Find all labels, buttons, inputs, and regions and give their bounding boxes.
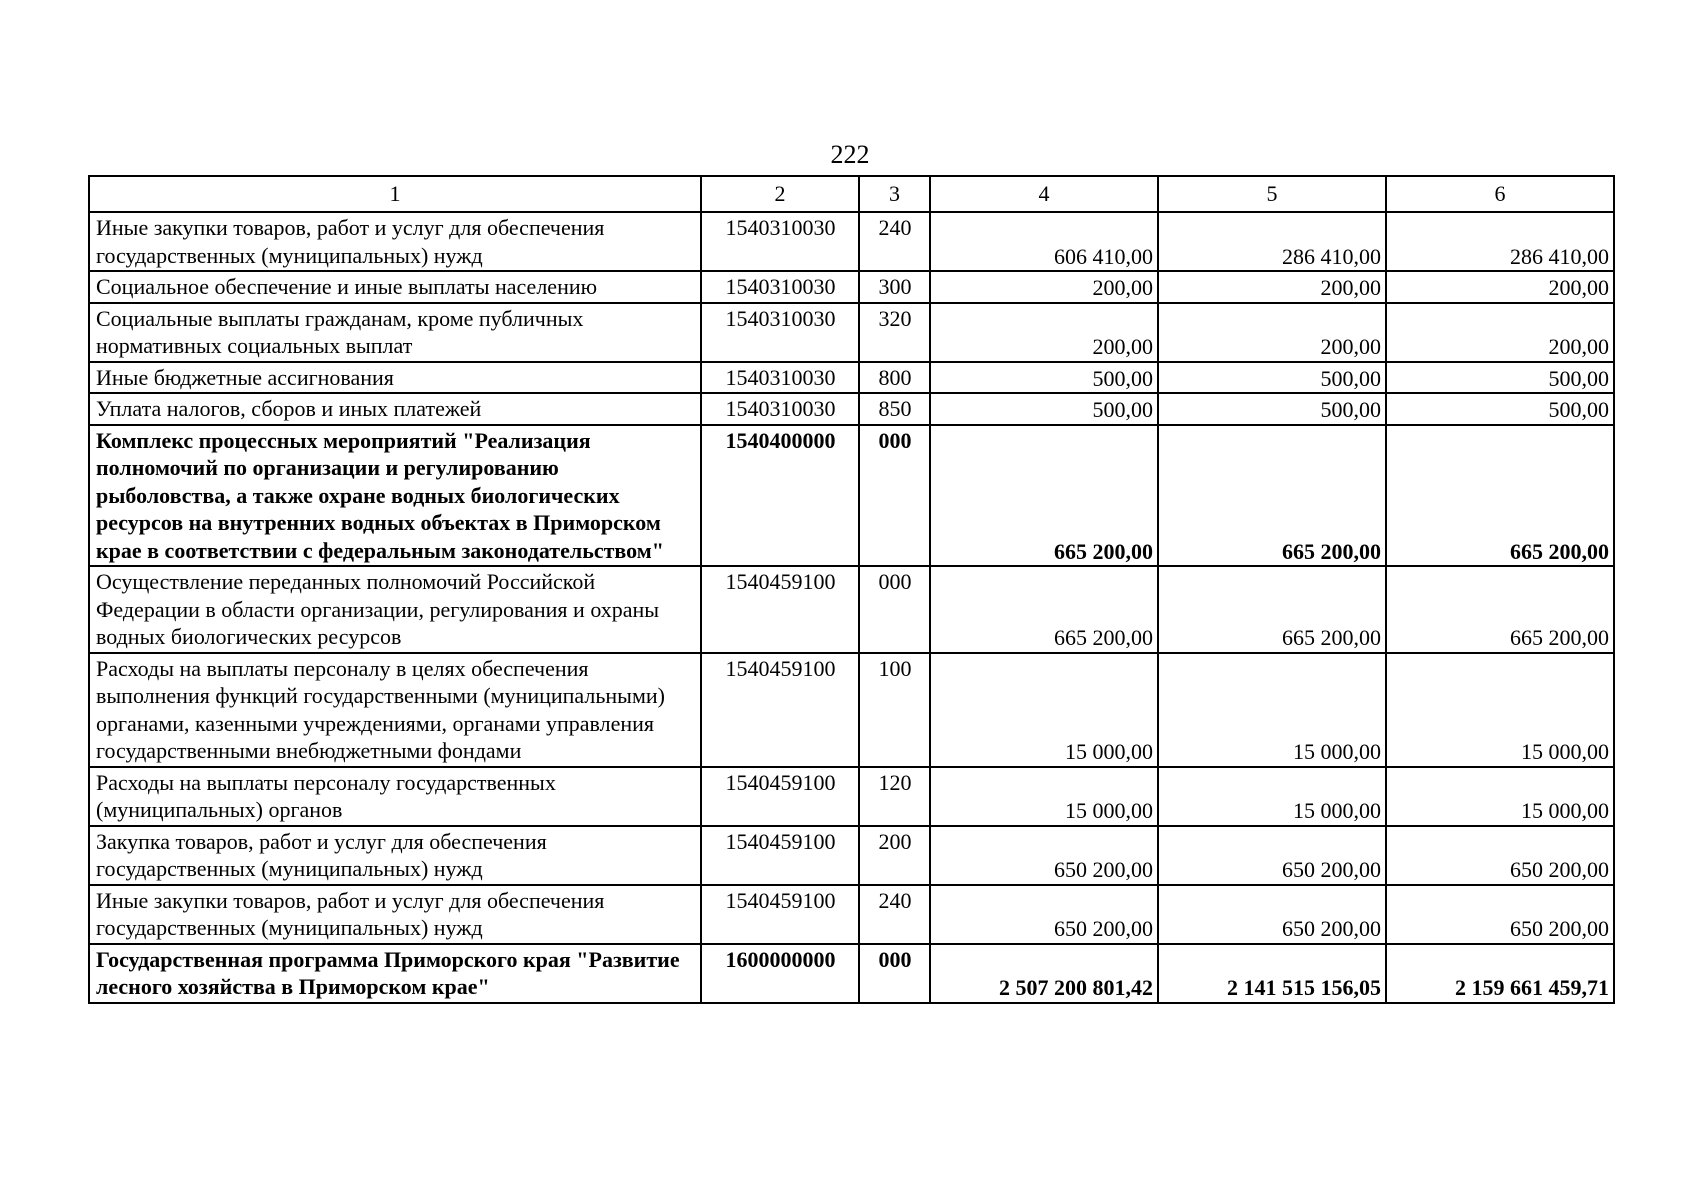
cell-expense-type: 000 bbox=[859, 425, 930, 567]
cell-amount-col6: 15 000,00 bbox=[1386, 767, 1614, 826]
cell-amount-col4: 650 200,00 bbox=[930, 826, 1158, 885]
cell-target-code: 1540310030 bbox=[701, 362, 859, 394]
cell-amount-col4: 15 000,00 bbox=[930, 767, 1158, 826]
cell-amount-col6: 650 200,00 bbox=[1386, 826, 1614, 885]
cell-target-code: 1540310030 bbox=[701, 212, 859, 271]
cell-amount-col5: 650 200,00 bbox=[1158, 826, 1386, 885]
cell-amount-col6: 2 159 661 459,71 bbox=[1386, 944, 1614, 1003]
cell-expense-type: 320 bbox=[859, 303, 930, 362]
cell-expense-type: 240 bbox=[859, 212, 930, 271]
cell-amount-col4: 665 200,00 bbox=[930, 566, 1158, 653]
cell-expense-type: 240 bbox=[859, 885, 930, 944]
cell-description: Иные бюджетные ассигнования bbox=[89, 362, 701, 394]
page-number: 222 bbox=[830, 140, 870, 169]
cell-amount-col6: 650 200,00 bbox=[1386, 885, 1614, 944]
budget-table-body bbox=[89, 176, 1614, 1003]
cell-amount-col5: 2 141 515 156,05 bbox=[1158, 944, 1386, 1003]
table-row bbox=[89, 303, 1614, 362]
cell-description: Расходы на выплаты персоналу в целях обеспечения выполнения функций государственными (муниципальными) органами, казенными учреждениями, органами управления государственными внебюджетными фондами bbox=[89, 653, 701, 767]
table-row bbox=[89, 566, 1614, 653]
cell-description: Уплата налогов, сборов и иных платежей bbox=[89, 393, 701, 425]
cell-amount-col5: 200,00 bbox=[1158, 271, 1386, 303]
cell-target-code: 1540400000 bbox=[701, 425, 859, 567]
cell-description: Закупка товаров, работ и услуг для обеспечения государственных (муниципальных) нужд bbox=[89, 826, 701, 885]
cell-amount-col5: 286 410,00 bbox=[1158, 212, 1386, 271]
column-header-4: 4 bbox=[930, 176, 1158, 212]
cell-expense-type: 100 bbox=[859, 653, 930, 767]
cell-description: Государственная программа Приморского края "Развитие лесного хозяйства в Приморском крае" bbox=[89, 944, 701, 1003]
cell-description: Осуществление переданных полномочий Российской Федерации в области организации, регулирования и охраны водных биологических ресурсов bbox=[89, 566, 701, 653]
cell-expense-type: 120 bbox=[859, 767, 930, 826]
table-row bbox=[89, 885, 1614, 944]
table-row bbox=[89, 212, 1614, 271]
cell-expense-type: 200 bbox=[859, 826, 930, 885]
table-row bbox=[89, 393, 1614, 425]
cell-amount-col4: 650 200,00 bbox=[930, 885, 1158, 944]
cell-amount-col4: 500,00 bbox=[930, 362, 1158, 394]
cell-description: Комплекс процессных мероприятий "Реализация полномочий по организации и регулированию рыболовства, а также охране водных биологических ресурсов на внутренних водных объектах в Приморском крае в соответствии с федеральным законодательством" bbox=[89, 425, 701, 567]
cell-amount-col6: 200,00 bbox=[1386, 271, 1614, 303]
table-row bbox=[89, 767, 1614, 826]
cell-target-code: 1540459100 bbox=[701, 826, 859, 885]
table-row bbox=[89, 425, 1614, 567]
cell-amount-col5: 500,00 bbox=[1158, 362, 1386, 394]
cell-target-code: 1540459100 bbox=[701, 566, 859, 653]
cell-amount-col5: 650 200,00 bbox=[1158, 885, 1386, 944]
cell-amount-col5: 500,00 bbox=[1158, 393, 1386, 425]
cell-amount-col6: 665 200,00 bbox=[1386, 566, 1614, 653]
cell-expense-type: 800 bbox=[859, 362, 930, 394]
cell-target-code: 1540459100 bbox=[701, 653, 859, 767]
cell-amount-col5: 15 000,00 bbox=[1158, 767, 1386, 826]
budget-table bbox=[88, 175, 1615, 1004]
column-header-1: 1 bbox=[89, 176, 701, 212]
cell-target-code: 1540459100 bbox=[701, 885, 859, 944]
cell-amount-col6: 15 000,00 bbox=[1386, 653, 1614, 767]
cell-amount-col5: 665 200,00 bbox=[1158, 566, 1386, 653]
cell-target-code: 1540310030 bbox=[701, 393, 859, 425]
table-row bbox=[89, 271, 1614, 303]
column-header-3: 3 bbox=[859, 176, 930, 212]
cell-amount-col5: 15 000,00 bbox=[1158, 653, 1386, 767]
cell-description: Расходы на выплаты персоналу государственных (муниципальных) органов bbox=[89, 767, 701, 826]
cell-amount-col4: 606 410,00 bbox=[930, 212, 1158, 271]
cell-description: Социальные выплаты гражданам, кроме публичных нормативных социальных выплат bbox=[89, 303, 701, 362]
cell-target-code: 1540310030 bbox=[701, 303, 859, 362]
cell-amount-col6: 500,00 bbox=[1386, 393, 1614, 425]
cell-amount-col5: 665 200,00 bbox=[1158, 425, 1386, 567]
cell-description: Иные закупки товаров, работ и услуг для обеспечения государственных (муниципальных) нужд bbox=[89, 885, 701, 944]
cell-expense-type: 000 bbox=[859, 566, 930, 653]
column-header-2: 2 bbox=[701, 176, 859, 212]
cell-amount-col4: 200,00 bbox=[930, 303, 1158, 362]
cell-amount-col4: 500,00 bbox=[930, 393, 1158, 425]
cell-target-code: 1540310030 bbox=[701, 271, 859, 303]
table-row bbox=[89, 362, 1614, 394]
cell-expense-type: 850 bbox=[859, 393, 930, 425]
cell-amount-col6: 665 200,00 bbox=[1386, 425, 1614, 567]
cell-expense-type: 000 bbox=[859, 944, 930, 1003]
cell-amount-col6: 200,00 bbox=[1386, 303, 1614, 362]
table-row bbox=[89, 653, 1614, 767]
column-header-5: 5 bbox=[1158, 176, 1386, 212]
table-row bbox=[89, 826, 1614, 885]
cell-description: Иные закупки товаров, работ и услуг для обеспечения государственных (муниципальных) нужд bbox=[89, 212, 701, 271]
table-header-row bbox=[89, 176, 1614, 212]
cell-target-code: 1540459100 bbox=[701, 767, 859, 826]
cell-amount-col6: 500,00 bbox=[1386, 362, 1614, 394]
cell-target-code: 1600000000 bbox=[701, 944, 859, 1003]
cell-amount-col4: 2 507 200 801,42 bbox=[930, 944, 1158, 1003]
cell-amount-col6: 286 410,00 bbox=[1386, 212, 1614, 271]
column-header-6: 6 bbox=[1386, 176, 1614, 212]
table-row bbox=[89, 944, 1614, 1003]
cell-expense-type: 300 bbox=[859, 271, 930, 303]
cell-amount-col5: 200,00 bbox=[1158, 303, 1386, 362]
cell-amount-col4: 15 000,00 bbox=[930, 653, 1158, 767]
cell-amount-col4: 200,00 bbox=[930, 271, 1158, 303]
cell-description: Социальное обеспечение и иные выплаты населению bbox=[89, 271, 701, 303]
cell-amount-col4: 665 200,00 bbox=[930, 425, 1158, 567]
